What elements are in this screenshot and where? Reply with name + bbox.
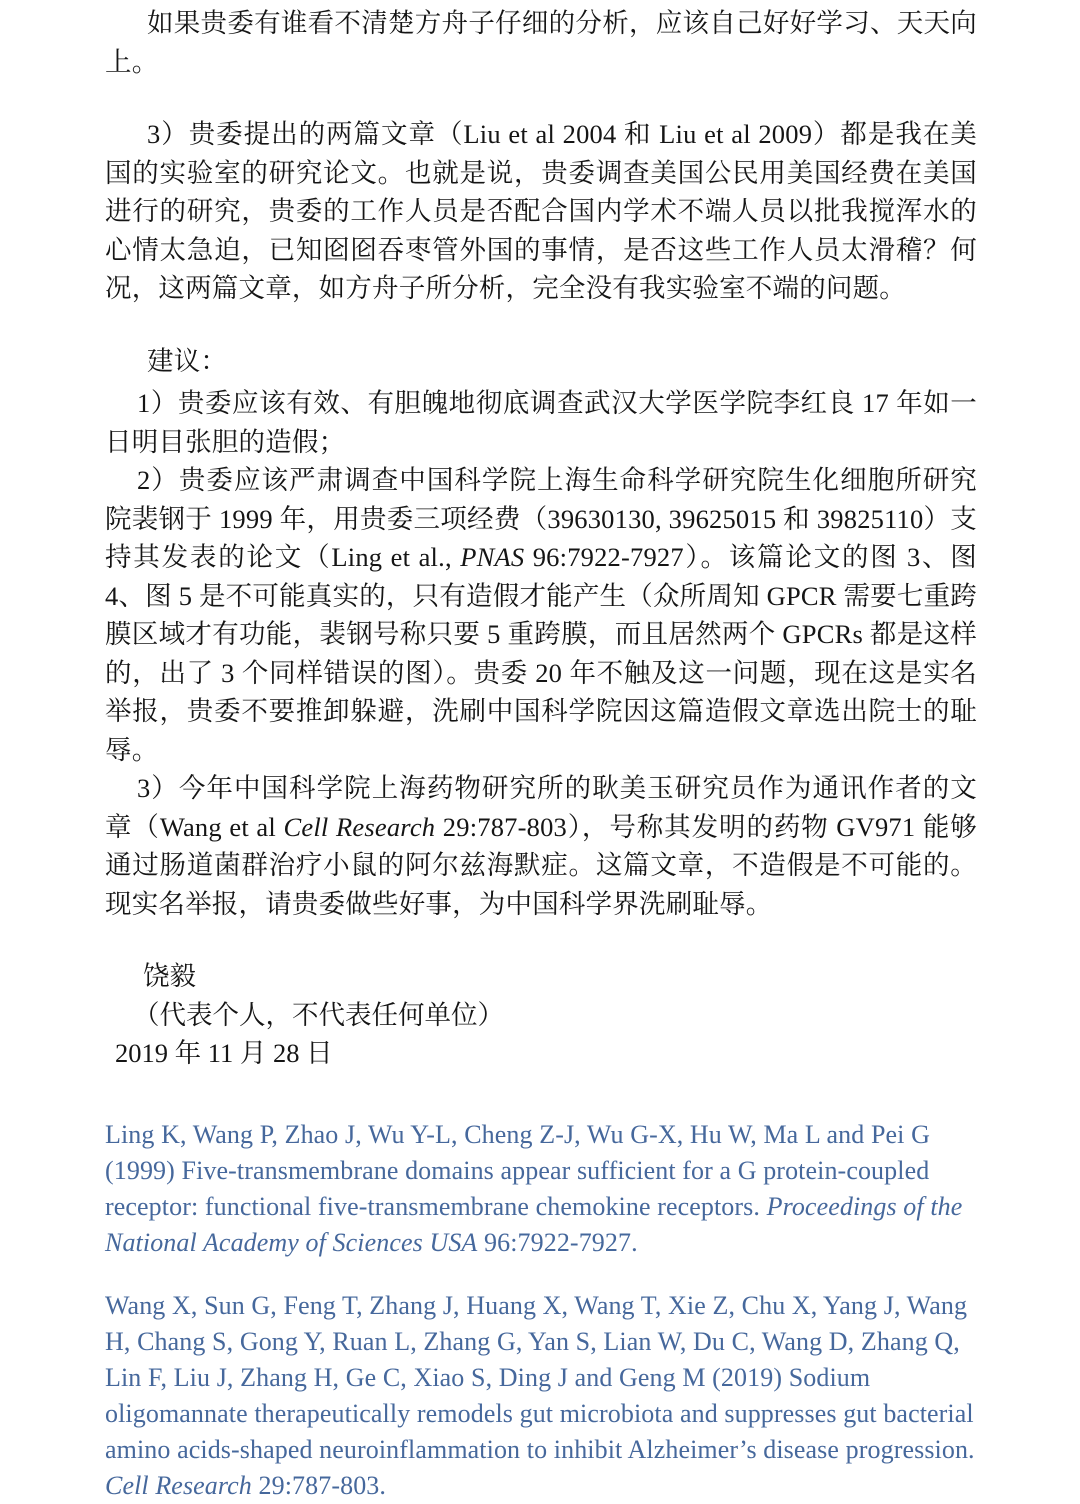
suggestion-item-2 bbox=[105, 461, 977, 769]
suggestion-2-text-before-journal: 2）贵委应该严肃调查中国科学院上海生命科学研究院生化细胞所研究院裴钢于 1999 年，用贵委三项经费（39630130, 39625015 和 39825110）支持其发表的论文（Ling et al., bbox=[105, 465, 977, 572]
suggestion-3-text-before-journal: 3）今年中国科学院上海药物研究所的耿美玉研究员作为通讯作者的文章（Wang et al bbox=[105, 773, 977, 842]
reference-entry-ling-1999 bbox=[105, 1117, 985, 1261]
reference-entry-wang-2019 bbox=[105, 1288, 985, 1504]
journal-name-pnas: PNAS bbox=[460, 542, 525, 572]
reference-2-journal: Cell Research bbox=[105, 1470, 252, 1500]
reference-1-authors: Ling K, Wang P, Zhao J, Wu Y-L, Cheng Z-J, Wu G-X, Hu W, Ma L and Pei G (1999) bbox=[105, 1119, 930, 1185]
suggestion-item-3 bbox=[105, 769, 977, 923]
paragraph-item-3-intro: 3）贵委提出的两篇文章（Liu et al 2004 和 Liu et al 2009）都是我在美国的实验室的研究论文。也就是说，贵委调查美国公民用美国经费在美国进行的研究，贵委的工作人员是否配合国内学术不端人员以批我搅浑水的心情太急迫，已知囵囵吞枣管外国的事情，是否这些工作人员太滑稽？何况，这两篇文章，如方舟子所分析，完全没有我实验室不端的问题。 bbox=[105, 119, 977, 303]
journal-name-cell-research: Cell Research bbox=[283, 811, 436, 842]
reference-2-locator: 29:787-803. bbox=[251, 1470, 386, 1500]
reference-1-locator: 96:7922-7927. bbox=[477, 1227, 638, 1257]
reference-1-journal: Proceedings of the National Academy of Sciences USA bbox=[105, 1191, 963, 1257]
paragraph-opening: 如果贵委有谁看不清楚方舟子仔细的分析，应该自己好好学习、天天向上。 bbox=[105, 8, 977, 77]
signature-date: 2019 年 11 月 28 日 bbox=[115, 1038, 333, 1068]
suggestion-3-text-after-journal: 29:787-803），号称其发明的药物 GV971 能够通过肠道菌群治疗小鼠的阿尔兹海默症。这篇文章，不造假是不可能的。现实名举报，请贵委做些好事，为中国科学界洗刷耻辱。 bbox=[105, 811, 977, 919]
suggestions-heading: 建议： bbox=[147, 345, 228, 376]
reference-2-authors: Wang X, Sun G, Feng T, Zhang J, Huang X, Wang T, Xie Z, Chu X, Yang J, Wang H, Chang S, Gong Y, Ruan L, Zhang G, Yan S, Lian W, Du C, Wang D, Zhang Q, Lin F, Liu J, Zhang H, Ge C, Xiao S, Ding J and Geng M (2019) bbox=[105, 1290, 968, 1392]
suggestion-2-text-after-journal: 96:7922-7927）。该篇论文的图 3、图 4、图 5 是不可能真实的，只有造假才能产生（众所周知 GPCR 需要七重跨膜区域才有功能，裴钢号称只要 5 重跨膜，而且居然两个 GPCRs 都是这样的，出了 3 个同样错误的图）。贵委 20 年不触及这一问题，现在这是实名举报，贵委不要推卸躲避，洗刷中国科学院因这篇造假文章选出院士的耻辱。 bbox=[105, 542, 978, 765]
signature-name: 饶毅 bbox=[143, 961, 196, 991]
reference-1-title: Five-transmembrane domains appear sufficient for a G protein-coupled receptor: functional five-transmembrane chemokine receptors. bbox=[105, 1155, 930, 1221]
suggestion-item-1: 1）贵委应该有效、有胆魄地彻底调查武汉大学医学院李红良 17 年如一日明目张胆的造假； bbox=[105, 388, 977, 457]
reference-2-title: Sodium oligomannate therapeutically remodels gut microbiota and suppresses gut bacterial amino acids-shaped neuroinflammation to inhibit Alzheimer’s disease progression. bbox=[105, 1362, 975, 1464]
document-content bbox=[105, 0, 977, 1504]
signature-affiliation-note: （代表个人，不代表任何单位） bbox=[133, 999, 504, 1030]
